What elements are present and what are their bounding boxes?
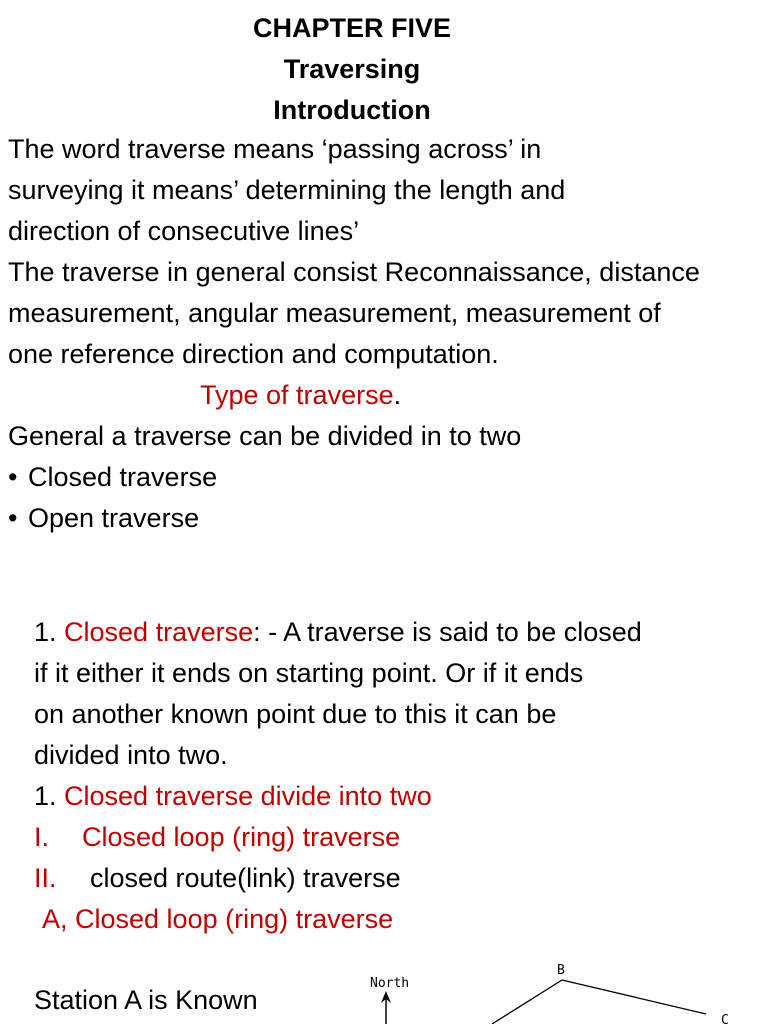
closed-def-line-2: if it either it ends on starting point. Or if it ends [34, 658, 584, 688]
intro-line-3: direction of consecutive lines’ [8, 216, 360, 246]
roman-numeral-1: I. [34, 822, 50, 852]
section-title: Introduction [273, 95, 431, 125]
closed-def-text: : - A traverse is said to be closed [253, 617, 642, 647]
intro-line-2: surveying it means’ determining the length and [8, 175, 566, 205]
intro-line-4: The traverse in general consist Reconnaissance, distance [8, 257, 700, 287]
closed-item-link-text: closed route(link) traverse [90, 863, 401, 893]
types-heading-punct: . [393, 380, 402, 410]
closed-item-loop [34, 820, 400, 854]
point-b-label: B [557, 963, 565, 978]
types-heading-text: Type of traverse [200, 380, 394, 410]
closed-term: Closed traverse [64, 617, 254, 647]
closed-divide-num: 1. [34, 781, 65, 811]
closed-def-line-3: on another known point due to this it can be [34, 699, 557, 729]
closed-item-link [34, 861, 401, 895]
types-lead: General a traverse can be divided in to two [8, 421, 522, 451]
traverse-line-bc [562, 980, 706, 1014]
topic-title: Traversing [283, 54, 421, 84]
roman-numeral-2: II. [34, 863, 57, 893]
closed-divide-text: Closed traverse divide into two [64, 781, 432, 811]
intro-line-1: The word traverse means ‘passing across’ in [8, 134, 542, 164]
intro-line-5: measurement, angular measurement, measurement of [8, 298, 661, 328]
bullet-item-closed [8, 460, 217, 494]
bullet-marker: • [8, 462, 18, 492]
closed-loop-subheading: A, Closed loop (ring) traverse [42, 904, 394, 934]
point-c-label: C [721, 1013, 729, 1024]
closed-item-loop-text: Closed loop (ring) traverse [82, 822, 401, 852]
bullet-text: Closed traverse [28, 462, 218, 492]
station-a-text: Station A is Known [34, 985, 258, 1015]
types-heading [200, 378, 401, 412]
bullet-marker: • [8, 503, 18, 533]
north-label: North [370, 976, 410, 991]
intro-line-6: one reference direction and computation. [8, 339, 499, 369]
closed-divide-line [34, 779, 432, 813]
bullet-item-open [8, 501, 199, 535]
traverse-line-ab [492, 980, 562, 1024]
closed-num: 1. [34, 617, 65, 647]
bullet-text: Open traverse [28, 503, 200, 533]
chapter-title: CHAPTER FIVE [252, 13, 452, 43]
closed-def-line-4: divided into two. [34, 740, 228, 770]
closed-def-line-1 [34, 615, 642, 649]
traverse-diagram [360, 958, 768, 1024]
